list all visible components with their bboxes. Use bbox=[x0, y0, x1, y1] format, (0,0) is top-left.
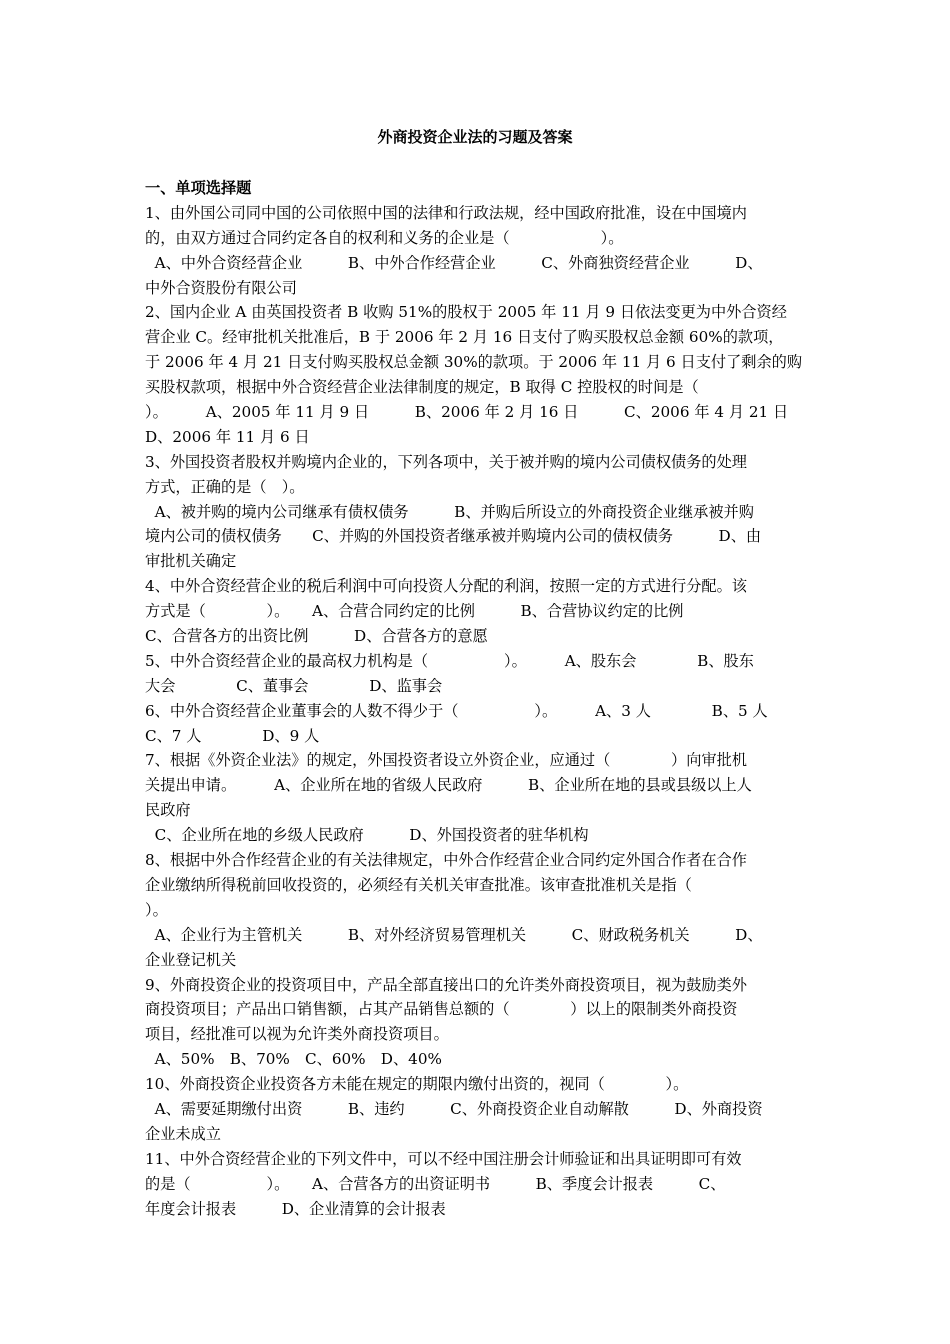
text-line: A、被并购的境内公司继承有债权债务 B、并购后所设立的外商投资企业继承被并购 bbox=[145, 502, 754, 521]
text-line: 企业登记机关 bbox=[145, 950, 237, 969]
text-line: C、合营各方的出资比例 D、合营各方的意愿 bbox=[145, 627, 488, 646]
text-line: 的，由双方通过合同约定各自的权利和义务的企业是（ ）。 bbox=[145, 228, 624, 247]
text-line: 民政府 bbox=[145, 801, 191, 820]
text-line: A、中外合资经营企业 B、中外合作经营企业 C、外商独资经营企业 D、 bbox=[145, 253, 763, 272]
text-line: ）。 A、2005 年 11 月 9 日 B、2006 年 2 月 16 日 C、2006 年 4 月 21 日 bbox=[145, 403, 789, 422]
text-line: 3、外国投资者股权并购境内企业的，下列各项中，关于被并购的境内公司债权债务的处理 bbox=[145, 452, 747, 471]
text-line: A、企业行为主管机关 B、对外经济贸易管理机关 C、财政税务机关 D、 bbox=[145, 925, 763, 944]
text-line: ）。 bbox=[145, 900, 168, 919]
text-line: 买股权款项，根据中外合资经营企业法律制度的规定，B 取得 C 控股权的时间是（ bbox=[145, 378, 699, 397]
text-line: 中外合资股份有限公司 bbox=[145, 278, 297, 297]
document-title: 外商投资企业法的习题及答案 bbox=[377, 128, 573, 146]
text-line: 审批机关确定 bbox=[145, 552, 237, 571]
text-line: 方式，正确的是（ ）。 bbox=[145, 477, 305, 496]
document-body bbox=[145, 176, 809, 1221]
text-line: 4、中外合资经营企业的税后利润中可向投资人分配的利润，按照一定的方式进行分配。该 bbox=[145, 577, 747, 596]
text-line: 的是（ ）。 A、合营各方的出资证明书 B、季度会计报表 C、 bbox=[145, 1174, 726, 1193]
text-line: 关提出申请。 A、企业所在地的省级人民政府 B、企业所在地的县或县级以上人 bbox=[145, 776, 752, 795]
text-line: A、需要延期缴付出资 B、违约 C、外商投资企业自动解散 D、外商投资 bbox=[145, 1099, 763, 1118]
text-line: 企业缴纳所得税前回收投资的，必须经有关机关审查批准。该审查批准机关是指（ bbox=[145, 875, 692, 894]
text-line: 2、国内企业 A 由英国投资者 B 收购 51%的股权于 2005 年 11 月 9 日依法变更为中外合资经 bbox=[145, 303, 787, 322]
text-line: A、50% B、70% C、60% D、40% bbox=[145, 1050, 442, 1069]
text-line: C、7 人 D、9 人 bbox=[145, 726, 320, 745]
question-lines bbox=[145, 201, 809, 1222]
text-line: C、企业所在地的乡级人民政府 D、外国投资者的驻华机构 bbox=[145, 826, 589, 845]
text-line: 5、中外合资经营企业的最高权力机构是（ ）。 A、股东会 B、股东 bbox=[145, 651, 754, 670]
text-line: 10、外商投资企业投资各方未能在规定的期限内缴付出资的，视同（ ）。 bbox=[145, 1075, 689, 1094]
text-line: 营企业 C。经审批机关批准后，B 于 2006 年 2 月 16 日支付了购买股权总金额 60%的款项， bbox=[145, 328, 784, 347]
text-line: 项目，经批准可以视为允许类外商投资项目。 bbox=[145, 1025, 449, 1044]
text-line: 年度会计报表 D、企业清算的会计报表 bbox=[145, 1199, 446, 1218]
text-line: 境内公司的债权债务 C、并购的外国投资者继承被并购境内公司的债权债务 D、由 bbox=[145, 527, 762, 546]
text-line: 1、由外国公司同中国的公司依照中国的法律和行政法规，经中国政府批准，设在中国境内 bbox=[145, 203, 747, 222]
text-line: 方式是（ ）。 A、合营合同约定的比例 B、合营协议约定的比例 bbox=[145, 602, 684, 621]
text-line: 8、根据中外合作经营企业的有关法律规定，中外合作经营企业合同约定外国合作者在合作 bbox=[145, 851, 747, 870]
text-line: D、2006 年 11 月 6 日 bbox=[145, 427, 310, 446]
section-heading: 一、单项选择题 bbox=[145, 179, 252, 197]
text-line: 6、中外合资经营企业董事会的人数不得少于（ ）。 A、3 人 B、5 人 bbox=[145, 701, 768, 720]
text-line: 9、外商投资企业的投资项目中，产品全部直接出口的允许类外商投资项目，视为鼓励类外 bbox=[145, 975, 747, 994]
text-line: 7、根据《外资企业法》的规定，外国投资者设立外资企业，应通过（ ）向审批机 bbox=[145, 751, 747, 770]
text-line: 于 2006 年 4 月 21 日支付购买股权总金额 30%的款项。于 2006 年 11 月 6 日支付了剩余的购 bbox=[145, 353, 803, 372]
text-line: 大会 C、董事会 D、监事会 bbox=[145, 676, 443, 695]
text-line: 企业未成立 bbox=[145, 1124, 221, 1143]
text-line: 11、中外合资经营企业的下列文件中，可以不经中国注册会计师验证和出具证明即可有效 bbox=[145, 1149, 742, 1168]
text-line: 商投资项目；产品出口销售额，占其产品销售总额的（ ）以上的限制类外商投资 bbox=[145, 1000, 738, 1019]
